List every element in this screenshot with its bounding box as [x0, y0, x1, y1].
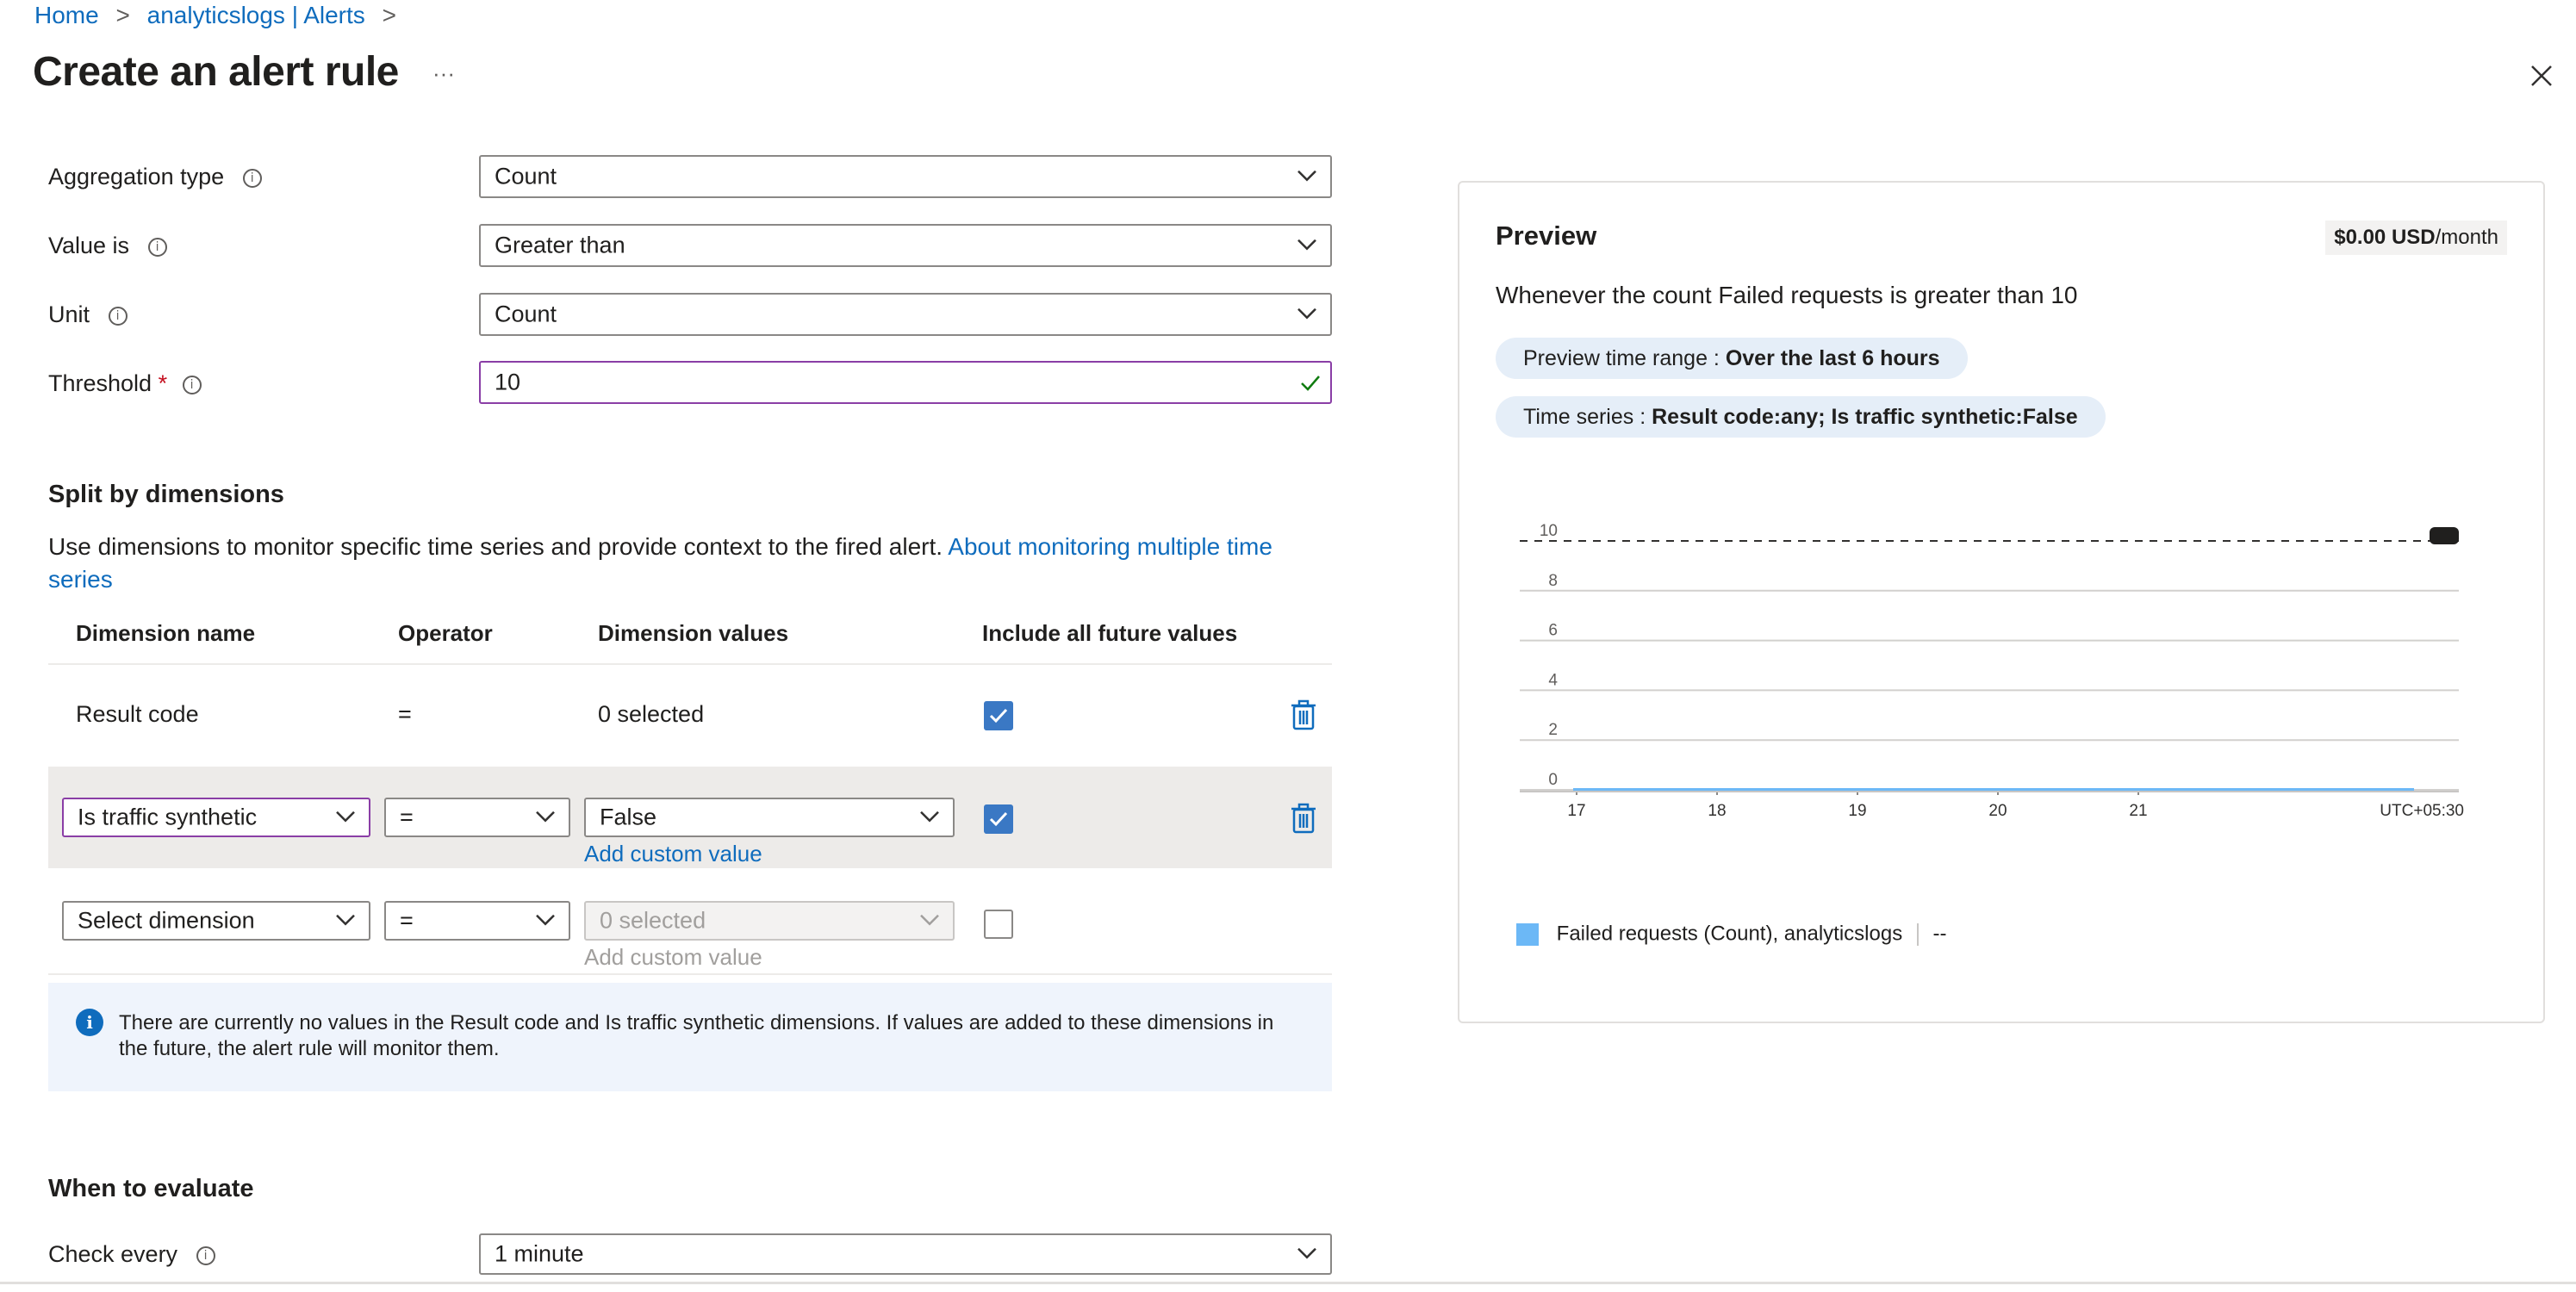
column-header-operator: Operator: [398, 620, 493, 646]
delete-icon[interactable]: [1291, 699, 1316, 730]
legend-separator: [1917, 923, 1919, 946]
legend-swatch: [1516, 923, 1539, 946]
x-tick-label: 19: [1848, 802, 1867, 820]
chevron-down-icon: [1296, 1242, 1318, 1264]
check-every-label: Check every i: [48, 1241, 215, 1268]
add-custom-value-link: Add custom value: [584, 944, 762, 970]
preview-time-range-pill: Preview time range : Over the last 6 hours: [1496, 338, 1968, 379]
table-row: [48, 868, 1332, 973]
aggregation-type-label: Aggregation type i: [48, 164, 262, 190]
split-heading: Split by dimensions: [48, 481, 284, 508]
dimension-operator: =: [398, 701, 412, 727]
chevron-down-icon: [334, 805, 357, 828]
dimension-values-select[interactable]: False: [584, 798, 955, 837]
preview-card: [1458, 181, 2545, 1023]
preview-summary: Whenever the count Failed requests is greater than 10: [1496, 282, 2078, 308]
page-title: Create an alert rule: [33, 49, 399, 95]
cost-badge: $0.00 USD/month: [2325, 221, 2507, 255]
chevron-down-icon: [1296, 302, 1318, 325]
timezone-label: UTC+05:30: [2380, 802, 2464, 820]
threshold-label: Threshold * i: [48, 370, 202, 397]
preview-title: Preview: [1496, 221, 1597, 251]
breadcrumb-parent-link[interactable]: analyticslogs | Alerts: [146, 2, 365, 28]
breadcrumb-home-link[interactable]: Home: [34, 2, 99, 28]
dimension-name-select[interactable]: Select dimension: [62, 901, 370, 941]
column-header-dimension-name: Dimension name: [76, 620, 256, 646]
about-monitoring-link[interactable]: About monitoring multiple time series: [48, 533, 1272, 593]
y-tick-label: 2: [1548, 721, 1558, 740]
checkmark-icon: [1299, 372, 1322, 394]
split-description: Use dimensions to monitor specific time series and provide context to the fired alert. About monitoring multiple time series: [48, 533, 1272, 593]
x-tick-label: 21: [2129, 802, 2148, 820]
legend-label: Failed requests (Count), analyticslogs: [1556, 922, 1903, 946]
preview-chart: [1459, 501, 2545, 846]
column-header-future-values: Include all future values: [982, 620, 1238, 646]
time-series-pill: Time series : Result code:any; Is traffic synthetic:False: [1496, 396, 2106, 438]
y-tick-label: 4: [1548, 671, 1558, 690]
y-tick-label: 8: [1548, 571, 1558, 590]
dimension-name: Result code: [76, 701, 199, 727]
info-icon[interactable]: i: [183, 376, 202, 394]
threshold-input[interactable]: 10: [479, 361, 1332, 404]
check-every-select[interactable]: 1 minute: [479, 1233, 1332, 1275]
chevron-down-icon: [918, 805, 941, 828]
operator-select[interactable]: =: [384, 798, 570, 837]
close-icon[interactable]: [2529, 64, 2554, 88]
info-icon[interactable]: i: [148, 238, 167, 257]
dimension-values: 0 selected: [598, 701, 705, 727]
info-icon: i: [76, 1009, 103, 1036]
include-future-values-checkbox[interactable]: [984, 701, 1013, 730]
dimension-name-select[interactable]: Is traffic synthetic: [62, 798, 370, 837]
add-custom-value-link[interactable]: Add custom value: [584, 841, 762, 867]
info-message: There are currently no values in the Result code and Is traffic synthetic dimensions. If values are added to these dimensions in the future, the alert rule will monitor them.: [119, 1011, 1274, 1060]
threshold-marker: [2430, 527, 2459, 544]
breadcrumb-separator: >: [382, 2, 396, 28]
breadcrumb-separator: >: [115, 2, 130, 28]
info-icon[interactable]: i: [196, 1246, 215, 1265]
info-icon[interactable]: i: [109, 307, 128, 326]
include-future-values-checkbox[interactable]: [984, 804, 1013, 834]
table-row: [48, 665, 1332, 767]
chevron-down-icon: [1296, 233, 1318, 256]
y-tick-label: 10: [1539, 522, 1558, 540]
unit-label: Unit i: [48, 301, 128, 328]
operator-select[interactable]: =: [384, 901, 570, 941]
chevron-down-icon: [534, 805, 557, 828]
legend-value: --: [1932, 922, 1947, 946]
more-options-button[interactable]: ···: [432, 60, 455, 86]
table-divider: [48, 973, 1332, 975]
chevron-down-icon: [334, 909, 357, 931]
chevron-down-icon: [534, 909, 557, 931]
chevron-down-icon: [1296, 165, 1318, 187]
evaluate-heading: When to evaluate: [48, 1175, 254, 1202]
delete-icon[interactable]: [1291, 803, 1316, 834]
info-icon[interactable]: i: [243, 169, 262, 188]
bottom-divider: [0, 1282, 2576, 1284]
value-is-label: Value is i: [48, 233, 167, 259]
x-tick-label: 17: [1567, 802, 1586, 820]
chevron-down-icon: [918, 909, 941, 931]
dimension-values-select: 0 selected: [584, 901, 955, 941]
aggregation-type-select[interactable]: Count: [479, 155, 1332, 198]
required-marker: *: [158, 370, 168, 396]
include-future-values-checkbox[interactable]: [984, 910, 1013, 939]
x-tick-label: 18: [1708, 802, 1727, 820]
table-row: [48, 767, 1332, 868]
x-tick-label: 20: [1988, 802, 2007, 820]
checkmark-icon: [984, 804, 1013, 834]
checkmark-icon: [984, 701, 1013, 730]
chart-legend: [1516, 922, 1947, 947]
breadcrumb: [34, 2, 407, 29]
info-banner: [48, 983, 1332, 1091]
column-header-dimension-values: Dimension values: [598, 620, 789, 646]
y-tick-label: 6: [1548, 621, 1558, 640]
value-is-select[interactable]: Greater than: [479, 224, 1332, 267]
y-tick-label: 0: [1548, 771, 1558, 789]
unit-select[interactable]: Count: [479, 293, 1332, 336]
